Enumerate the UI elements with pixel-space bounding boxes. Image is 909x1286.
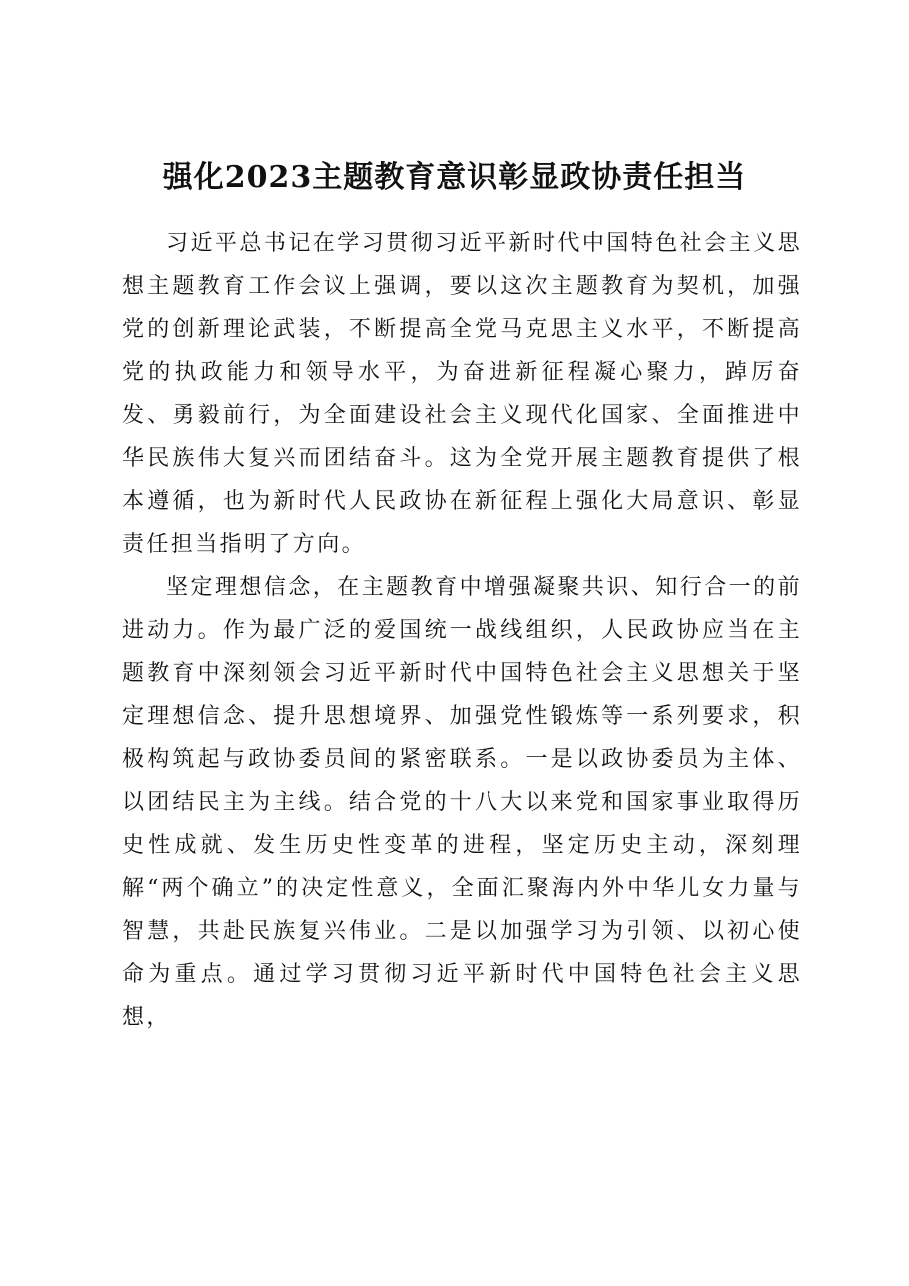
paragraph-2: 坚定理想信念，在主题教育中增强凝聚共识、知行合一的前进动力。作为最广泛的爱国统一战线组织，人民政协应当在主题教育中深刻领会习近平新时代中国特色社会主义思想关于坚定理想信念、提升思想境界、加强党性锻炼等一系列要求，积极构筑起与政协委员间的紧密联系。一是以政协委员为主体、以团结民主为主线。结合党的十八大以来党和国家事业取得历史性成就、发生历史性变革的进程，坚定历史主动，深刻理解“两个确立”的决定性意义，全面汇聚海内外中华儿女力量与智慧，共赴民族复兴伟业。二是以加强学习为引领、以初心使命为重点。通过学习贯彻习近平新时代中国特色社会主义思想， xyxy=(122,575,802,1030)
document-title: 强化2023主题教育意识彰显政协责任担当 xyxy=(162,160,747,195)
paragraph-1: 习近平总书记在学习贯彻习近平新时代中国特色社会主义思想主题教育工作会议上强调，要以这次主题教育为契机，加强党的创新理论武装，不断提高全党马克思主义水平，不断提高党的执政能力和领导水平，为奋进新征程凝心聚力，踔厉奋发、勇毅前行，为全面建设社会主义现代化国家、全面推进中华民族伟大复兴而团结奋斗。这为全党开展主题教育提供了根本遵循，也为新时代人民政协在新征程上强化大局意识、彰显责任担当指明了方向。 xyxy=(122,231,802,557)
document-body xyxy=(122,222,802,1039)
